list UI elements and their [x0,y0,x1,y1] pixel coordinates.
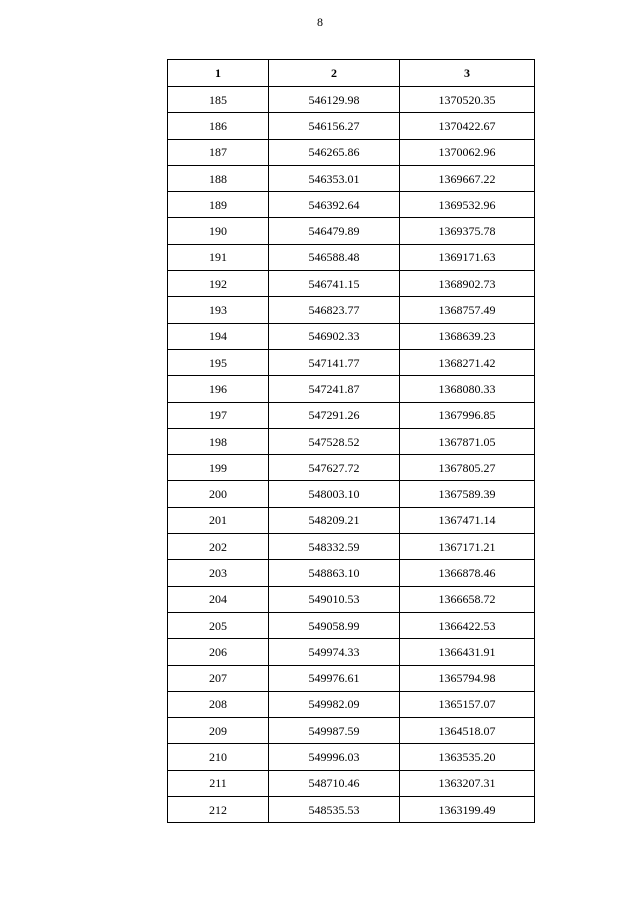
y-coordinate-cell: 1369171.63 [400,244,535,270]
table-row [168,165,535,191]
point-number-cell: 199 [168,455,269,481]
x-coordinate-cell: 546902.33 [269,323,400,349]
x-coordinate-cell: 549058.99 [269,612,400,638]
x-coordinate-cell: 546588.48 [269,244,400,270]
table-header [168,60,535,87]
table-row [168,323,535,349]
y-coordinate-cell: 1367171.21 [400,534,535,560]
table-row [168,402,535,428]
x-coordinate-cell: 547627.72 [269,455,400,481]
table-row [168,139,535,165]
point-number-cell: 203 [168,560,269,586]
y-coordinate-cell: 1370520.35 [400,87,535,113]
y-coordinate-cell: 1363207.31 [400,770,535,796]
point-number-cell: 212 [168,797,269,823]
page-number: 8 [317,15,323,29]
table-row [168,87,535,113]
table-row [168,244,535,270]
point-number-cell: 204 [168,586,269,612]
header-row [168,60,535,87]
table-body [168,87,535,823]
table-row [168,744,535,770]
x-coordinate-cell: 549010.53 [269,586,400,612]
x-coordinate-cell: 548003.10 [269,481,400,507]
y-coordinate-cell: 1370422.67 [400,113,535,139]
point-number-cell: 210 [168,744,269,770]
point-number-cell: 192 [168,271,269,297]
point-number-cell: 205 [168,612,269,638]
y-coordinate-cell: 1366878.46 [400,560,535,586]
x-coordinate-cell: 547528.52 [269,428,400,454]
y-coordinate-cell: 1369375.78 [400,218,535,244]
y-coordinate-cell: 1367805.27 [400,455,535,481]
y-coordinate-cell: 1368902.73 [400,271,535,297]
x-coordinate-cell: 548332.59 [269,534,400,560]
x-coordinate-cell: 546265.86 [269,139,400,165]
y-coordinate-cell: 1365157.07 [400,691,535,717]
y-coordinate-cell: 1369667.22 [400,165,535,191]
table-row [168,639,535,665]
y-coordinate-cell: 1369532.96 [400,192,535,218]
point-number-cell: 195 [168,349,269,375]
y-coordinate-cell: 1363199.49 [400,797,535,823]
y-coordinate-cell: 1366422.53 [400,612,535,638]
table-row [168,192,535,218]
x-coordinate-cell: 546353.01 [269,165,400,191]
table-row [168,586,535,612]
point-number-cell: 189 [168,192,269,218]
x-coordinate-cell: 546129.98 [269,87,400,113]
point-number-cell: 196 [168,376,269,402]
x-coordinate-cell: 546741.15 [269,271,400,297]
table-row [168,297,535,323]
y-coordinate-cell: 1368080.33 [400,376,535,402]
y-coordinate-cell: 1367996.85 [400,402,535,428]
table-row [168,612,535,638]
y-coordinate-cell: 1366658.72 [400,586,535,612]
table-row [168,349,535,375]
y-coordinate-cell: 1367871.05 [400,428,535,454]
point-number-cell: 211 [168,770,269,796]
point-number-cell: 207 [168,665,269,691]
point-number-cell: 200 [168,481,269,507]
point-number-cell: 198 [168,428,269,454]
table-row [168,691,535,717]
table-row [168,428,535,454]
point-number-cell: 188 [168,165,269,191]
x-coordinate-cell: 548710.46 [269,770,400,796]
table-row [168,507,535,533]
x-coordinate-cell: 547141.77 [269,349,400,375]
header-col-2: 2 [269,60,400,87]
table-row [168,113,535,139]
y-coordinate-cell: 1370062.96 [400,139,535,165]
table-row [168,271,535,297]
point-number-cell: 197 [168,402,269,428]
coordinates-table [167,59,535,823]
table-row [168,665,535,691]
x-coordinate-cell: 549987.59 [269,718,400,744]
y-coordinate-cell: 1367589.39 [400,481,535,507]
point-number-cell: 208 [168,691,269,717]
point-number-cell: 185 [168,87,269,113]
table-row [168,718,535,744]
y-coordinate-cell: 1368639.23 [400,323,535,349]
point-number-cell: 202 [168,534,269,560]
x-coordinate-cell: 548535.53 [269,797,400,823]
x-coordinate-cell: 546156.27 [269,113,400,139]
table-row [168,455,535,481]
x-coordinate-cell: 548863.10 [269,560,400,586]
x-coordinate-cell: 546479.89 [269,218,400,244]
point-number-cell: 201 [168,507,269,533]
point-number-cell: 186 [168,113,269,139]
point-number-cell: 206 [168,639,269,665]
table-row [168,376,535,402]
x-coordinate-cell: 547291.26 [269,402,400,428]
point-number-cell: 193 [168,297,269,323]
point-number-cell: 191 [168,244,269,270]
y-coordinate-cell: 1368757.49 [400,297,535,323]
table-row [168,560,535,586]
y-coordinate-cell: 1363535.20 [400,744,535,770]
x-coordinate-cell: 546392.64 [269,192,400,218]
y-coordinate-cell: 1365794.98 [400,665,535,691]
y-coordinate-cell: 1367471.14 [400,507,535,533]
y-coordinate-cell: 1364518.07 [400,718,535,744]
table-row [168,218,535,244]
x-coordinate-cell: 548209.21 [269,507,400,533]
x-coordinate-cell: 549996.03 [269,744,400,770]
x-coordinate-cell: 546823.77 [269,297,400,323]
table-row [168,481,535,507]
header-col-3: 3 [400,60,535,87]
x-coordinate-cell: 547241.87 [269,376,400,402]
point-number-cell: 194 [168,323,269,349]
x-coordinate-cell: 549974.33 [269,639,400,665]
table-row [168,797,535,823]
point-number-cell: 187 [168,139,269,165]
y-coordinate-cell: 1366431.91 [400,639,535,665]
x-coordinate-cell: 549982.09 [269,691,400,717]
table-row [168,770,535,796]
point-number-cell: 209 [168,718,269,744]
table-row [168,534,535,560]
x-coordinate-cell: 549976.61 [269,665,400,691]
point-number-cell: 190 [168,218,269,244]
header-col-1: 1 [168,60,269,87]
y-coordinate-cell: 1368271.42 [400,349,535,375]
